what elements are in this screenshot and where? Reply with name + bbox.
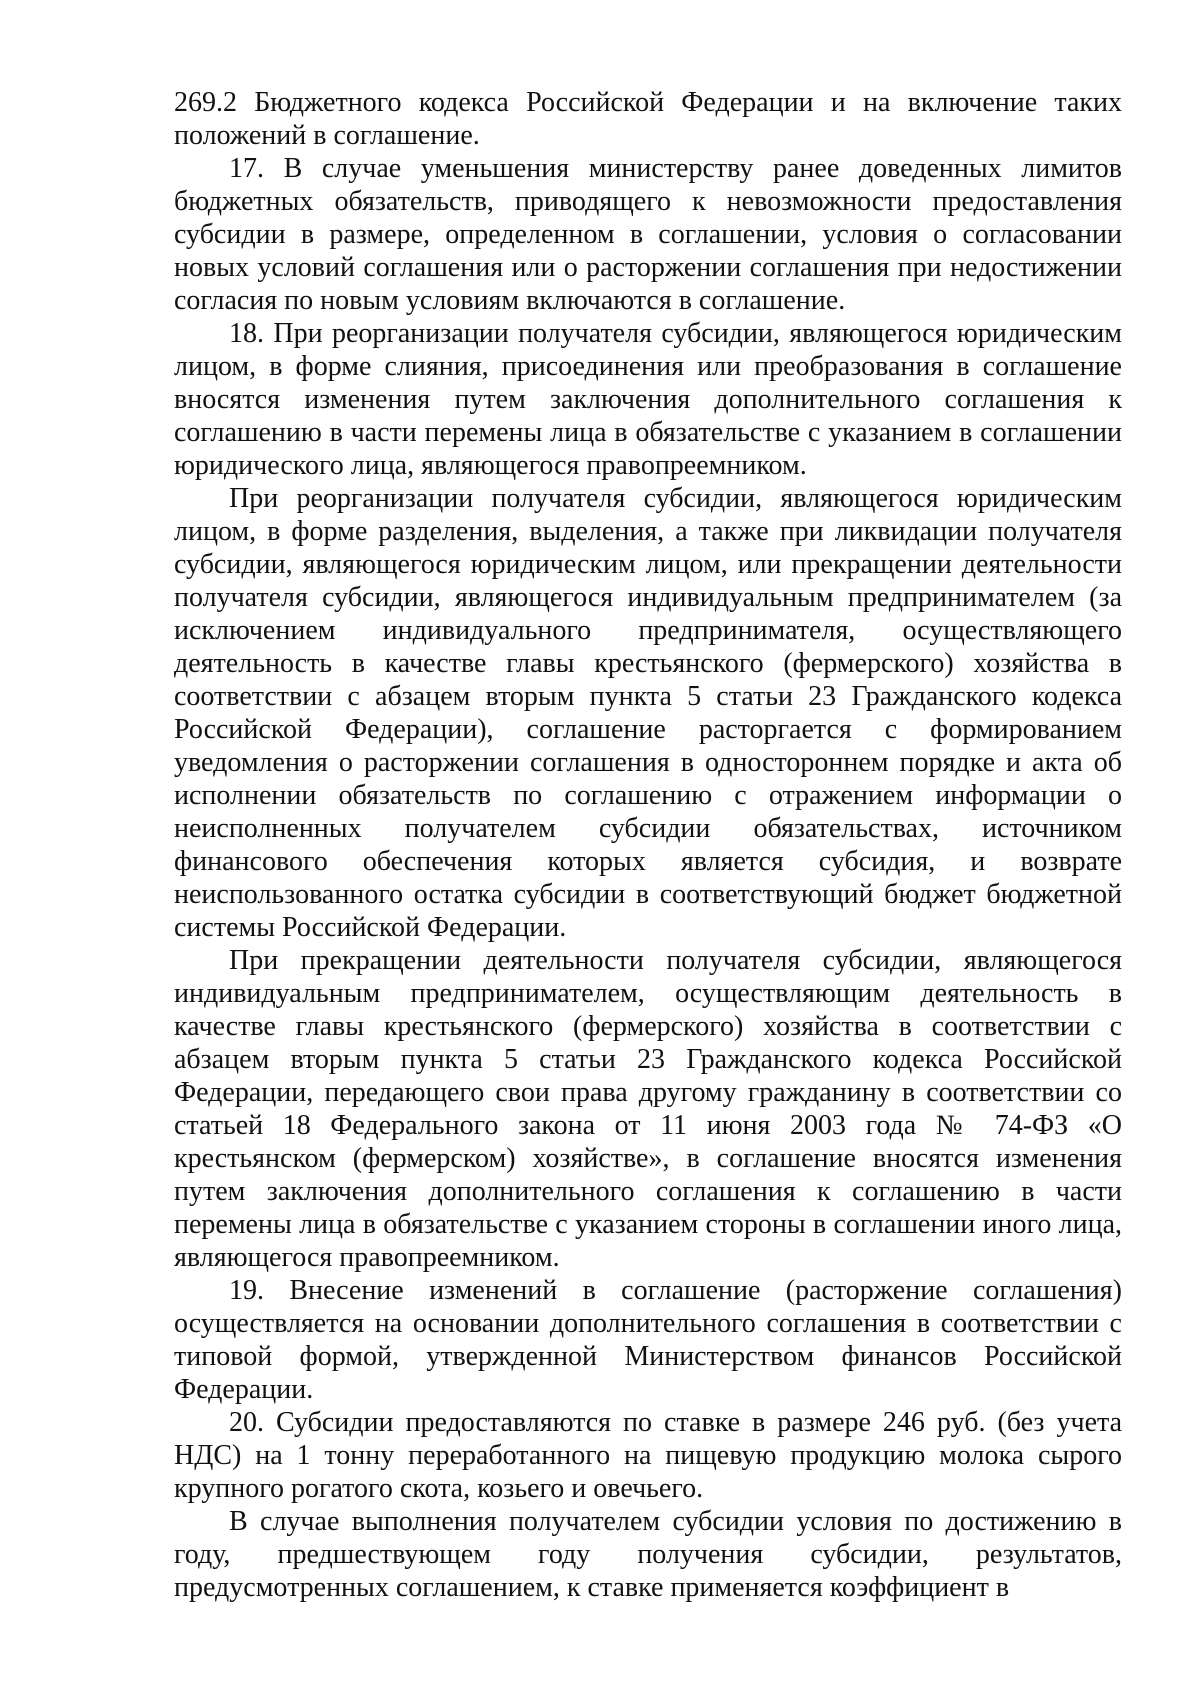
paragraph-termination: При прекращении деятельности получателя субсидии, являющегося индивидуальным предпринимателем, осуществляющим деятельность в качестве главы крестьянского (фермерского) хозяйства в соответствии с абзацем вторым пункта 5 статьи 23 Гражданского кодекса Российской Федерации, передающего свои права другому гражданину в соответствии со статьей 18 Федерального закона от 11 июня 2003 года № 74-ФЗ «О крестьянском (фермерском) хозяйстве», в соглашение вносятся изменения путем заключения дополнительного соглашения к соглашению в части перемены лица в обязательстве с указанием стороны в соглашении иного лица, являющегося правопреемником. — [174, 945, 1122, 1273]
paragraph-item-20: 20. Субсидии предоставляются по ставке в размере 246 руб. (без учета НДС) на 1 тонну переработанного на пищевую продукцию молока сырого крупного рогатого скота, козьего и овечьего. — [174, 1407, 1122, 1504]
paragraph-item-17: 17. В случае уменьшения министерству ранее доведенных лимитов бюджетных обязательств, приводящего к невозможности предоставления субсидии в размере, определенном в соглашении, условия о согласовании новых условий соглашения или о расторжении соглашения при недостижении согласия по новым условиям включаются в соглашение. — [174, 153, 1122, 316]
paragraph-coefficient: В случае выполнения получателем субсидии условия по достижению в году, предшествующем году получения субсидии, результатов, предусмотренных соглашением, к ставке применяется коэффициент в — [174, 1506, 1122, 1603]
paragraph-reorganization: При реорганизации получателя субсидии, являющегося юридическим лицом, в форме разделения, выделения, а также при ликвидации получателя субсидии, являющегося юридическим лицом, или прекращении деятельности получателя субсидии, являющегося индивидуальным предпринимателем (за исключением индивидуального предпринимателя, осуществляющего деятельность в качестве главы крестьянского (фермерского) хозяйства в соответствии с абзацем вторым пункта 5 статьи 23 Гражданского кодекса Российской Федерации), соглашение расторгается с формированием уведомления о расторжении соглашения в одностороннем порядке и акта об исполнении обязательств по соглашению с отражением информации о неисполненных получателем субсидии обязательствах, источником финансового обеспечения которых является субсидия, и возврате неиспользованного остатка субсидии в соответствующий бюджет бюджетной системы Российской Федерации. — [174, 483, 1122, 943]
document-body — [174, 86, 1122, 1604]
paragraph-item-18: 18. При реорганизации получателя субсидии, являющегося юридическим лицом, в форме слияния, присоединения или преобразования в соглашение вносятся изменения путем заключения дополнительного соглашения к соглашению в части перемены лица в обязательстве с указанием в соглашении юридического лица, являющегося правопреемником. — [174, 318, 1122, 481]
paragraph-continuation: 269.2 Бюджетного кодекса Российской Федерации и на включение таких положений в соглашение. — [174, 87, 1122, 151]
paragraph-item-19: 19. Внесение изменений в соглашение (расторжение соглашения) осуществляется на основании дополнительного соглашения в соответствии с типовой формой, утвержденной Министерством финансов Российской Федерации. — [174, 1275, 1122, 1405]
